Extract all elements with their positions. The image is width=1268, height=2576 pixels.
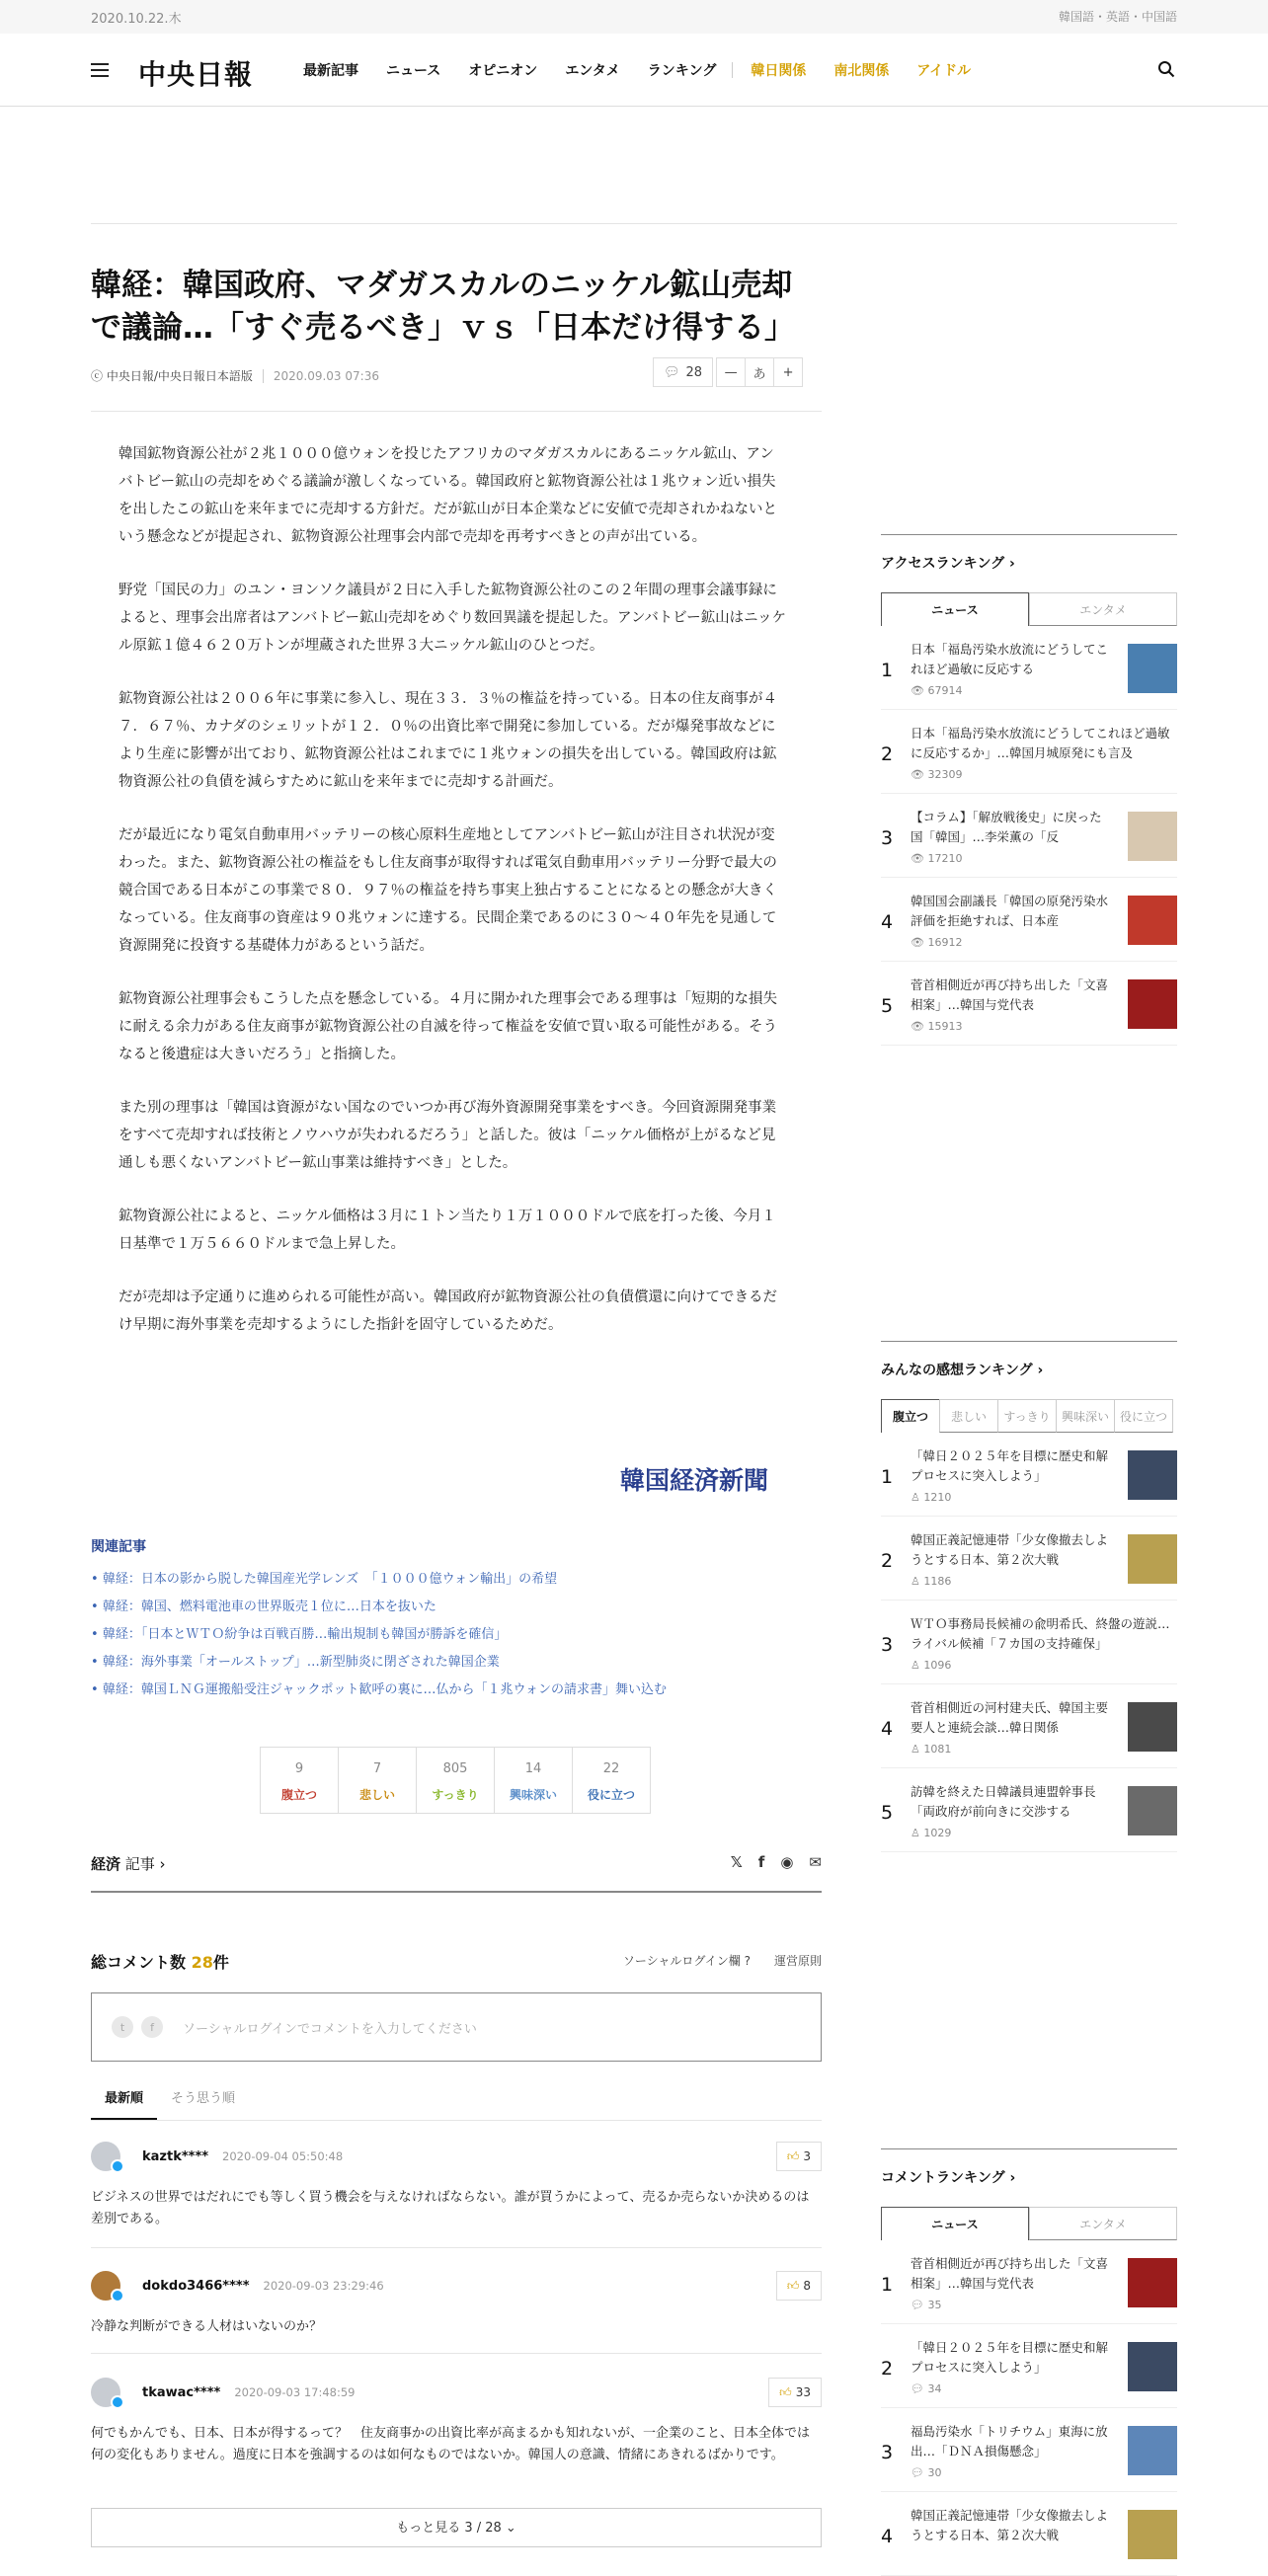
rank-number: 2 (881, 1550, 894, 1572)
paragraph: 鉱物資源公社理事会もこうした点を懸念している。４月に開かれた理事会である理事は「短期的な損失に耐える余力がある住友商事が鉱物資源公社の自滅を待って権益を安値で買い取る可能性がある。そうなると後遺症は大きいだろう」と指摘した。 (119, 991, 777, 1062)
comment-user (142, 2385, 355, 2400)
rank-number: 5 (881, 995, 894, 1017)
feeling-ranking (881, 1341, 1177, 1852)
access-ranking (881, 534, 1177, 1046)
reaction-label: 悲しい (358, 1788, 395, 1802)
comments-header (91, 1950, 822, 1973)
comment-divider (91, 2353, 822, 2354)
comments-links (623, 1952, 822, 1969)
ranking-item[interactable] (881, 2492, 1177, 2576)
ranking-item[interactable] (881, 2240, 1177, 2324)
comment-placeholder: ソーシャルログインでコメントを入力してください (183, 2021, 477, 2037)
paragraph: 野党「国民の力」のユン・ヨンソク議員が２日に入手した鉱物資源公社のこの２年間の理事会議事録によると、理事会出席者はアンバトビー鉱山売却をめぐり数回異議を提起した。アンバトビー鉱山はニッケル原鉱１億４６２０万トンが埋蔵された世界３大ニッケル鉱山のひとつだ。 (119, 583, 786, 654)
reaction-useful[interactable] (572, 1747, 651, 1814)
comment-ranking-tabs (881, 2207, 1177, 2240)
ranking-count: ♙ 1081 (911, 1743, 952, 1756)
comment-divider (91, 2247, 822, 2248)
related-link[interactable]: • 韓経：海外事業「オールストップ」…新型肺炎に閉ざされた韓国企業 (91, 1649, 822, 1677)
reaction-count: 7 (372, 1761, 382, 1776)
access-ranking-tabs (881, 592, 1177, 626)
rank-number: 3 (881, 2442, 894, 2463)
comment-bubble-icon: 💬︎ (664, 364, 680, 380)
more-comments-button[interactable]: もっと見る 3 / 28 ⌄ (91, 2508, 822, 2547)
comment-date: 2020-09-04 05:50:48 (222, 2149, 344, 2163)
ranking-item[interactable] (881, 710, 1177, 794)
twitter-icon[interactable]: 𝕏 (730, 1853, 743, 1871)
email-icon[interactable]: ✉ (809, 1853, 822, 1871)
comment-ranking (881, 2148, 1177, 2576)
like-count: 3 (803, 2149, 811, 2163)
ranking-title: 菅首相側近が再び持ち出した「文喜相案」…韓国与党代表 (911, 977, 1109, 1012)
menu-idol[interactable]: アイドル (916, 63, 972, 79)
ranking-item[interactable] (881, 1600, 1177, 1684)
menu-entertainment[interactable]: エンタメ (565, 63, 620, 79)
tab-useful[interactable]: 役に立つ (1114, 1399, 1173, 1433)
comment-text: 何でもかんでも、日本、日本が得するって？ 住友商事かの出資比率が高まるかも知れないが、一企業のこと、日本全体では何の変化もありません。過度に日本を強調するのは如何なものではないか。韓国人の意識、情緒にあきれるばかりです。 (91, 2426, 811, 2462)
comments-total-unit: 件 (212, 1953, 229, 1972)
reaction-count: 805 (442, 1761, 468, 1776)
ranking-item[interactable] (881, 2324, 1177, 2408)
font-decrease-icon[interactable]: — (716, 357, 746, 387)
thumbs-up-icon: 👍︎ (779, 2384, 792, 2399)
ranking-count: 👁︎ 67914 (911, 684, 963, 697)
twitter-badge-icon (111, 2159, 124, 2173)
ad-divider (91, 223, 1177, 224)
comment-text: 冷静な判断ができる人材はいないのか？ (91, 2319, 323, 2334)
ranking-count: ♙ 1186 (911, 1575, 952, 1588)
tab-agree[interactable]: そう思う順 (171, 2091, 236, 2106)
rank-number: 3 (881, 827, 894, 849)
tab-angry[interactable]: 腹立つ (881, 1399, 940, 1433)
thumbnail (1128, 2258, 1177, 2307)
category-link[interactable] (91, 1855, 166, 1873)
comment-user (142, 2149, 343, 2164)
ranking-title: 訪韓を終えた日韓議員連盟幹事長「両政府が前向きに交渉する (911, 1784, 1096, 1819)
tab-interesting[interactable]: 興味深い (1056, 1399, 1115, 1433)
menu-latest[interactable]: 最新記事 (303, 63, 358, 79)
facebook-login-icon[interactable]: f (141, 2016, 163, 2038)
thumbnail (1128, 1450, 1177, 1500)
ranking-title: 「韓日２０２５年を目標に歴史和解プロセスに突入しよう」 (911, 1448, 1109, 1483)
ranking-item[interactable] (881, 878, 1177, 962)
menu-opinion[interactable]: オピニオン (468, 63, 538, 79)
ranking-count: 💬︎ 30 (911, 2466, 942, 2479)
ranking-item[interactable] (881, 626, 1177, 710)
article-tools (654, 357, 803, 387)
reaction-count: 9 (294, 1761, 304, 1776)
comment-date: 2020-09-03 17:48:59 (234, 2385, 356, 2399)
reaction-angry[interactable] (260, 1747, 339, 1814)
menu-bar (303, 60, 998, 80)
hamburger-menu-icon[interactable] (91, 63, 109, 77)
article-source: ⓒ 中央日報/中央日報日本語版 (91, 369, 253, 383)
reaction-count: 22 (602, 1761, 620, 1776)
twitter-login-icon[interactable]: t (112, 2016, 133, 2038)
thumbs-up-icon: 👍︎ (786, 2148, 800, 2163)
article-headline: 韓経：韓国政府、マダガスカルのニッケル鉱山売却で議論…「すぐ売るべき」ｖｓ「日本だけ得する」 (91, 268, 795, 346)
thumbnail (1128, 896, 1177, 945)
social-login-help[interactable]: ソーシャルログイン欄 ? (622, 1954, 751, 1968)
comment-input[interactable] (91, 1992, 822, 2062)
paragraph: また別の理事は「韓国は資源がない国なのでいつか再び海外資源開発事業をすべき。今回資源開発事業をすべて売却すれば技術とノウハウが失われるだろう」と話した。彼は「ニッケル価格が上がるなど見通しも悪くないアンバトビー鉱山事業は維持すべき」とした。 (119, 1100, 777, 1171)
ranking-item[interactable] (881, 1768, 1177, 1852)
ranking-title: ＷＴＯ事務局長候補の兪明希氏、終盤の遊説…ライバル候補「７カ国の支持確保」 (911, 1616, 1170, 1651)
tab-news[interactable]: ニュース (881, 592, 1029, 626)
rank-number: 2 (881, 743, 894, 765)
thumbnail (1128, 2342, 1177, 2391)
category-name: 経済 (91, 1855, 121, 1873)
menu-ranking[interactable]: ランキング (647, 63, 717, 79)
feeling-ranking-tabs (881, 1399, 1177, 1433)
line-icon[interactable]: ◉ (780, 1853, 794, 1871)
ranking-title: 韓国正義記憶連帯「少女像撤去しようとする日本、第２次大戦 (911, 2508, 1109, 2542)
comment-user (142, 2279, 384, 2294)
article-date: 2020.09.03 07:36 (263, 369, 379, 383)
ranking-title: 菅首相側近の河村建夫氏、韓国主要要人と連続会談…韓日関係 (911, 1700, 1109, 1735)
ranking-item[interactable] (881, 1517, 1177, 1600)
like-button[interactable] (776, 2271, 822, 2301)
ranking-title: 韓国国会副議長「韓国の原発汚染水評価を拒絶すれば、日本産 (911, 894, 1109, 928)
like-button[interactable] (776, 2142, 822, 2171)
tab-entertainment[interactable]: エンタメ (1029, 592, 1177, 626)
menu-japan-korea[interactable]: 韓日関係 (751, 63, 807, 79)
rank-number: 4 (881, 1718, 894, 1740)
share-buttons (715, 1853, 822, 1871)
article-body (119, 440, 786, 1365)
comment-date: 2020-09-03 23:29:46 (263, 2279, 384, 2293)
rank-number: 3 (881, 1634, 894, 1656)
related-link[interactable]: • 韓経：日本の影から脱した韓国産光学レンズ 「１０００億ウォン輸出」の希望 (91, 1566, 822, 1594)
comment-sort-tabs (91, 2073, 822, 2121)
tab-news[interactable]: ニュース (881, 2207, 1029, 2240)
headline-divider (91, 411, 822, 412)
ranking-count: 💬︎ 35 (911, 2299, 942, 2311)
ranking-title: 韓国正義記憶連帯「少女像撤去しようとする日本、第２次大戦 (911, 1532, 1109, 1567)
paragraph: 鉱物資源公社は２００６年に事業に参入し、現在３３．３％の権益を持っている。日本の住友商事が４７．６７％、カナダのシェリットが１２．０％の出資比率で開発に参加している。だが爆発事故などにより生産に影響が出ており、鉱物資源公社はこれまでに１兆ウォンの損失を出している。韓国政府は鉱物資源公社の負債を減らすために鉱山を来年までに売却する計画だ。 (119, 691, 777, 790)
font-increase-icon[interactable]: + (773, 357, 803, 387)
menu-news[interactable]: ニュース (386, 63, 441, 79)
paragraph: だが最近になり電気自動車用バッテリーの核心原料生産地としてアンバトビー鉱山が注目され状況が変わった。また、鉱物資源公社の権益をもし住友商事が取得すれば電気自動車用バッテリー分野で最大の競合国である日本がこの事業で８０．９７％の権益を持ち事実上独占することになるとの懸念が大きくなっている。住友商事の資産は９０兆ウォンに達する。民間企業であるのに３０～４０年先を見通して資源開発に投資する基礎体力があるという話だ。 (119, 827, 777, 954)
comment-username: kaztk**** (142, 2149, 209, 2164)
category-suffix: 記事 › (120, 1855, 166, 1873)
tab-latest[interactable]: 最新順 (91, 2073, 157, 2120)
ranking-item[interactable] (881, 962, 1177, 1046)
ranking-item[interactable] (881, 794, 1177, 878)
comments-total-count: 28 (191, 1953, 213, 1972)
ranking-count: 👁︎ 17210 (911, 852, 963, 865)
paragraph: だが売却は予定通りに進められる可能性が高い。韓国政府が鉱物資源公社の負債償還に向けてできるだけ早期に海外事業を売却するようにした指針を固守しているためだ。 (119, 1289, 777, 1333)
thumbnail (1128, 979, 1177, 1029)
ranking-title: 日本「福島汚染水放流にどうしてこれほど過敏に反応する (911, 642, 1109, 676)
ranking-count: ♙ 1096 (911, 1659, 952, 1672)
thumbnail (1128, 2510, 1177, 2559)
ranking-item[interactable] (881, 1684, 1177, 1768)
thumbnail (1128, 2426, 1177, 2475)
ranking-title: 「韓日２０２５年を目標に歴史和解プロセスに突入しよう」 (911, 2340, 1109, 2375)
reaction-label: すっきり (432, 1788, 479, 1802)
comment-username: dokdo3466**** (142, 2279, 250, 2294)
language-links[interactable]: 韓国語・英語・中国語 (1058, 10, 1177, 24)
menu-north-south[interactable]: 南北関係 (833, 63, 890, 79)
reaction-label: 役に立つ (587, 1788, 635, 1802)
ranking-count: 👁︎ 15913 (911, 1020, 963, 1033)
ranking-count: 👁︎ 16912 (911, 936, 963, 949)
ranking-count: 👁︎ 32309 (911, 768, 963, 781)
related-articles (91, 1536, 822, 1704)
comment-count-button[interactable] (653, 357, 713, 387)
comments-total (91, 1953, 229, 1972)
comment-username: tkawac**** (142, 2385, 221, 2400)
feeling-ranking-title[interactable]: みんなの感想ランキング › (881, 1363, 1044, 1378)
ranking-title: 菅首相側近が再び持ち出した「文喜相案」…韓国与党代表 (911, 2256, 1109, 2291)
like-button[interactable] (768, 2378, 822, 2407)
related-link[interactable]: • 韓経：韓国ＬＮＧ運搬船受注ジャックポット歓呼の裏に…仏から「１兆ウォンの請求書」舞い込む (91, 1677, 822, 1704)
thumbnail (1128, 1786, 1177, 1835)
tab-entertainment[interactable]: エンタメ (1029, 2207, 1177, 2240)
related-title: 関連記事 (91, 1539, 146, 1555)
rank-number: 1 (881, 2274, 894, 2296)
rank-number: 4 (881, 2526, 894, 2547)
partner-logo: 韓国経済新聞 (620, 1466, 769, 1495)
thumbnail (1128, 1534, 1177, 1584)
reaction-sad[interactable] (338, 1747, 417, 1814)
comment-ranking-title[interactable]: コメントランキング › (881, 2170, 1016, 2186)
related-link[interactable]: • 韓経：「日本とＷＴＯ紛争は百戦百勝…輸出規制も韓国が勝訴を確信」 (91, 1621, 822, 1649)
like-count: 33 (795, 2385, 811, 2399)
reaction-interesting[interactable] (494, 1747, 573, 1814)
rank-number: 4 (881, 911, 894, 933)
ranking-count: 💬︎ 34 (911, 2382, 942, 2395)
search-icon[interactable] (1157, 60, 1175, 78)
byline (91, 367, 379, 384)
rules-link[interactable]: 運営原則 (773, 1954, 822, 1968)
ranking-count: ♙ 1029 (911, 1827, 952, 1839)
paragraph: 鉱物資源公社によると、ニッケル価格は３月に１トン当たり１万１０００ドルで底を打った後、今月１日基準で１万５６６０ドルまで急上昇した。 (119, 1209, 776, 1252)
reaction-buttons (261, 1747, 651, 1814)
font-size-label: あ (745, 357, 774, 387)
like-count: 8 (803, 2279, 811, 2293)
thumbnail (1128, 644, 1177, 693)
rank-number: 5 (881, 1802, 894, 1824)
category-bar (91, 1853, 822, 1893)
reaction-label: 興味深い (509, 1788, 557, 1802)
main-navigation (0, 34, 1268, 107)
ranking-item[interactable] (881, 1433, 1177, 1517)
ranking-title: 福島汚染水「トリチウム」東海に放出…「ＤＮＡ損傷懸念」 (911, 2424, 1108, 2459)
ranking-title: 日本「福島汚染水放流にどうしてこれほど過敏に反応するか」…韓国月城原発にも言及 (911, 726, 1170, 760)
rank-number: 1 (881, 660, 894, 681)
comments-total-label: 総コメント数 (91, 1953, 192, 1972)
facebook-icon[interactable]: f (757, 1853, 765, 1871)
reaction-label: 腹立つ (280, 1788, 317, 1802)
thumbnail (1128, 1702, 1177, 1752)
reaction-refreshing[interactable] (416, 1747, 495, 1814)
today-date: 2020.10.22.木 (91, 12, 182, 27)
top-utility-bar (0, 0, 1268, 34)
related-link[interactable]: • 韓経：韓国、燃料電池車の世界販売１位に…日本を抜いた (91, 1594, 822, 1621)
ranking-count: ♙ 1210 (911, 1491, 952, 1504)
rank-number: 1 (881, 1466, 894, 1488)
ranking-title: 【コラム】「解放戦後史」に戻った国「韓国」…李栄薫の「反 (911, 810, 1102, 844)
ranking-item[interactable] (881, 2408, 1177, 2492)
site-logo[interactable]: 中央日報 (138, 58, 254, 91)
comment-count: 28 (685, 364, 703, 380)
menu-divider (732, 62, 733, 78)
tab-sad[interactable]: 悲しい (939, 1399, 998, 1433)
tab-refreshing[interactable]: すっきり (997, 1399, 1057, 1433)
thumbnail (1128, 812, 1177, 861)
comment-text: ビジネスの世界ではだれにでも等しく買う機会を与えなければならない。誰が買うかによって、売るか売らないか決めるのは差別である。 (91, 2190, 810, 2226)
thumbs-up-icon: 👍︎ (786, 2278, 800, 2293)
twitter-badge-icon (111, 2395, 124, 2409)
reaction-count: 14 (524, 1761, 542, 1776)
twitter-badge-icon (111, 2289, 124, 2303)
paragraph: 韓国鉱物資源公社が２兆１０００億ウォンを投じたアフリカのマダガスカルにあるニッケル鉱山、アンバトビー鉱山の売却をめぐる議論が激しくなっている。韓国政府と鉱物資源公社は１兆ウォン近い損失を出したこの鉱山を来年までに売却する方針だ。だが鉱山が日本企業などに安値で売却されかねないという懸念などが提起され、鉱物資源公社理事会内部で売却を再考すべきとの声が出ている。 (119, 446, 777, 545)
rank-number: 2 (881, 2358, 894, 2380)
access-ranking-title[interactable]: アクセスランキング › (881, 556, 1015, 572)
